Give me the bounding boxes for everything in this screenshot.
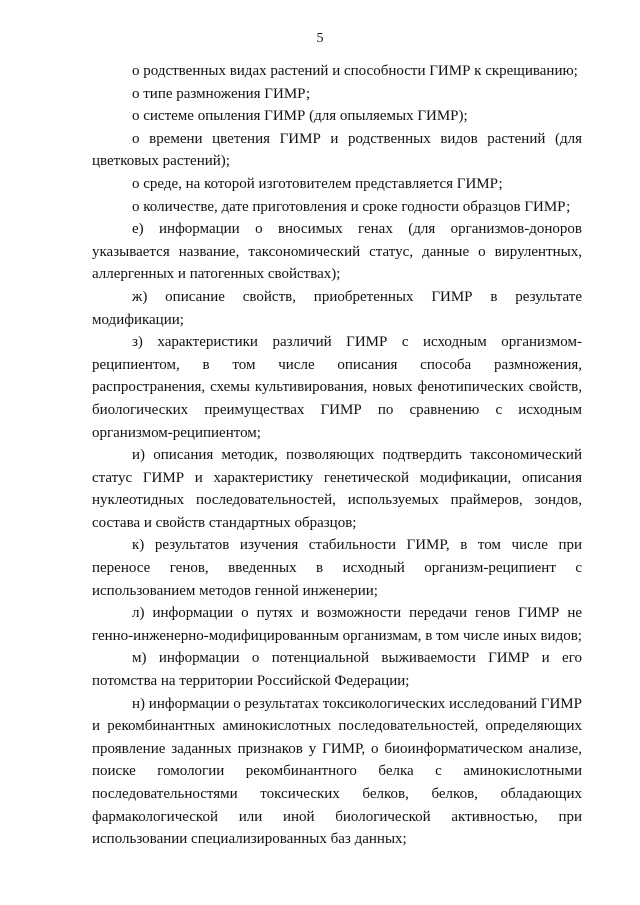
paragraph-item-z: з) характеристики различий ГИМР с исходным организмом-реципиентом, в том числе описания способа размножения, распространения, схемы культивирования, новых фенотипических свойств, биологических преимуществах ГИМР по сравнению с исходным организмом-реципиентом; [92,334,582,441]
paragraph-item-m: м) информации о потенциальной выживаемости ГИМР и его потомства на территории Российской Федерации; [92,650,582,690]
paragraph-pollination-system: о системе опыления ГИМР (для опыляемых ГИМР); [132,108,468,125]
paragraph-item-e: е) информации о вносимых генах (для организмов-доноров указывается название, таксономический статус, данные о вирулентных, аллергенных и патогенных свойствах); [92,221,582,283]
document-body [92,60,582,851]
paragraph-reproduction-type: о типе размножения ГИМР; [132,85,311,102]
paragraph-item-l: л) информации о путях и возможности передачи генов ГИМР не генно-инженерно-модифицированным организмам, в том числе иных видов; [92,605,582,644]
paragraph-item-k: к) результатов изучения стабильности ГИМР, в том числе при переносе генов, введенных в исходный организм-реципиент с использованием методов генной инженерии; [92,537,582,599]
paragraph-flowering-time: о времени цветения ГИМР и родственных видов растений (для цветковых растений); [92,130,582,170]
paragraph-plant-relatives: о родственных видах растений и способности ГИМР к скрещиванию; [132,63,578,79]
paragraph-item-n: н) информации о результатах токсикологических исследований ГИМР и рекомбинантных аминокислотных последовательностей, определяющих проявление заданных признаков у ГИМР, о биоинформатическом анализе, поиске гомологии рекомбинантного белка с аминокислотными последовательностями токсических белков, белков, обладающих фармакологической или иной биологической активностью, при использовании специализированных баз данных; [92,695,582,848]
paragraph-item-i: и) описания методик, позволяющих подтвердить таксономический статус ГИМР и характеристику генетической модификации, описания нуклеотидных последовательностей, используемых праймеров, зондов, состава и свойств стандартных образцов; [92,447,582,531]
paragraph-sample-quantity: о количестве, дате приготовления и сроке годности образцов ГИМР; [132,198,571,215]
paragraph-medium: о среде, на которой изготовителем представляется ГИМР; [132,175,503,192]
page-number: 5 [316,31,324,46]
paragraph-item-zh: ж) описание свойств, приобретенных ГИМР в результате модификации; [92,288,582,328]
